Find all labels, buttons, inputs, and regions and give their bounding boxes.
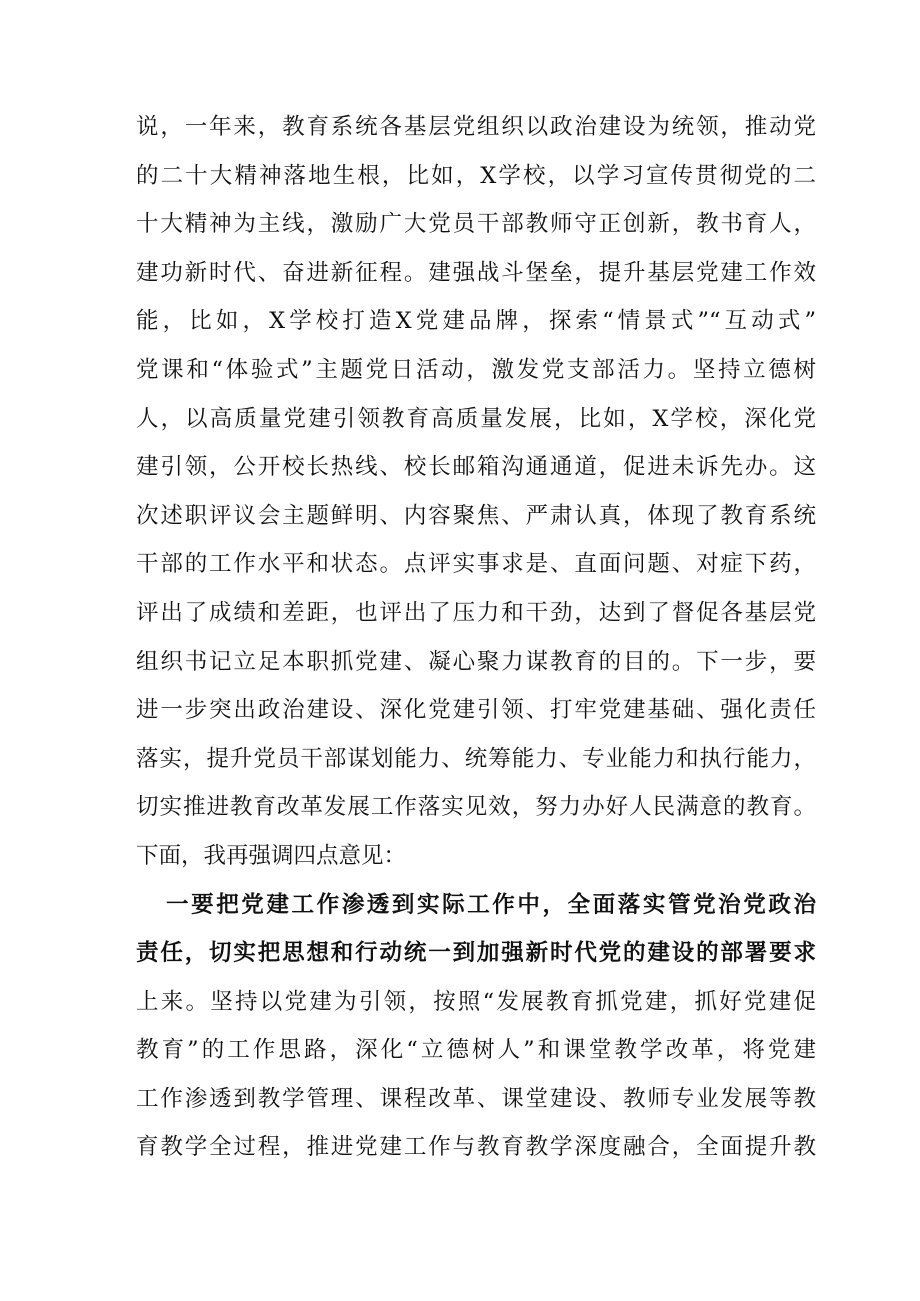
text-line: 评出了成绩和差距，也评出了压力和干劲，达到了督促各基层党 <box>136 599 816 626</box>
text-line: 建功新时代、奋进新征程。建强战斗堡垒，提升基层党建工作效 <box>136 259 816 286</box>
text-line: 育教学全过程，推进党建工作与教育教学深度融合，全面提升教 <box>136 1134 816 1161</box>
text-line: 上来。坚持以党建为引领，按照“发展教育抓党建，抓好党建促 <box>136 988 816 1015</box>
text-line: 说，一年来，教育系统各基层党组织以政治建设为统领，推动党 <box>136 114 816 140</box>
text-line: 组织书记立足本职抓党建、凝心聚力谋教育的目的。下一步，要 <box>136 648 816 675</box>
text-line: 的二十大精神落地生根，比如，X学校，以学习宣传贯彻党的二 <box>136 162 816 189</box>
text-line: 干部的工作水平和状态。点评实事求是、直面问题、对症下药， <box>136 551 816 578</box>
section-heading-line: 一要把党建工作渗透到实际工作中，全面落实管党治党政治 <box>166 891 816 918</box>
text-line: 能，比如，X学校打造X党建品牌，探索“情景式”“互动式” <box>136 308 816 335</box>
text-line: 切实推进教育改革发展工作落实见效，努力办好人民满意的教育。 <box>136 794 816 821</box>
text-line: 人，以高质量党建引领教育高质量发展，比如，X学校，深化党 <box>136 405 816 432</box>
text-line: 进一步突出政治建设、深化党建引领、打牢党建基础、强化责任 <box>136 697 816 724</box>
text-line: 次述职评议会主题鲜明、内容聚焦、严肃认真，体现了教育系统 <box>136 502 816 529</box>
text-line: 十大精神为主线，激励广大党员干部教师守正创新，教书育人， <box>136 211 816 238</box>
text-line: 党课和“体验式”主题党日活动，激发党支部活力。坚持立德树 <box>136 356 816 383</box>
body-text <box>136 103 816 1172</box>
text-line: 教育”的工作思路，深化“立德树人”和课堂教学改革，将党建 <box>136 1037 816 1064</box>
section-heading-line: 责任，切实把思想和行动统一到加强新时代党的建设的部署要求 <box>136 940 816 967</box>
text-line: 下面，我再强调四点意见： <box>136 842 407 869</box>
text-line: 落实，提升党员干部谋划能力、统筹能力、专业能力和执行能力， <box>136 745 816 772</box>
text-line: 建引领，公开校长热线、校长邮箱沟通通道，促进未诉先办。这 <box>136 454 816 481</box>
text-line: 工作渗透到教学管理、课程改革、课堂建设、教师专业发展等教 <box>136 1085 816 1112</box>
